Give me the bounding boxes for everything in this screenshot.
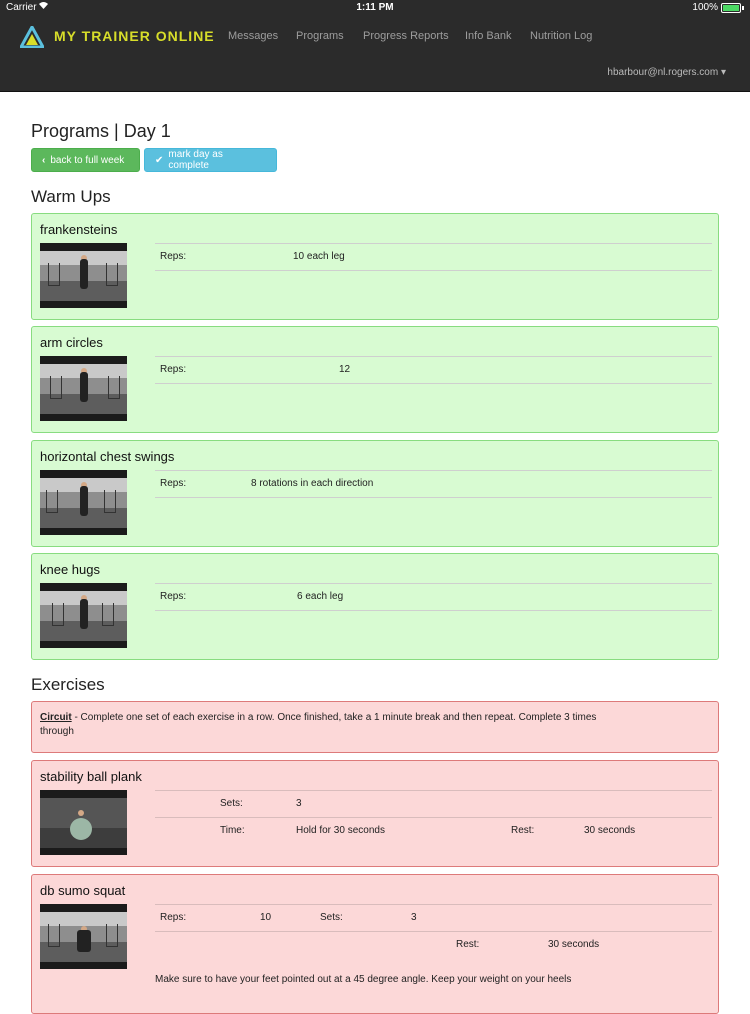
exercise-card (31, 874, 719, 1014)
divider (155, 904, 712, 905)
reps-label: Reps: (160, 912, 187, 923)
rest-label: Rest: (511, 825, 535, 836)
back-to-full-week-button[interactable] (31, 148, 140, 172)
reps-value: 10 (260, 912, 272, 923)
divider (155, 356, 712, 357)
back-button-label: back to full week (50, 154, 125, 166)
nav-programs[interactable]: Programs (296, 30, 344, 42)
sets-value: 3 (296, 798, 302, 809)
complete-button-label: mark day as complete (168, 149, 223, 171)
reps-value: 6 each leg (297, 591, 344, 602)
nav-nutrition-log[interactable]: Nutrition Log (530, 30, 593, 42)
warmup-card (31, 213, 719, 320)
rest-label: Rest: (456, 939, 480, 950)
sets-label: Sets: (220, 798, 243, 809)
reps-label: Reps: (160, 478, 187, 489)
reps-value: 12 (339, 364, 351, 375)
divider (155, 931, 712, 932)
logo-icon[interactable] (20, 26, 44, 48)
exercise-name: arm circles (40, 335, 103, 350)
battery-icon (721, 3, 741, 13)
rest-value: 30 seconds (548, 939, 600, 950)
warmup-card (31, 326, 719, 433)
warmup-card (31, 553, 719, 660)
reps-label: Reps: (160, 251, 187, 262)
circuit-label: Circuit (40, 712, 72, 723)
battery-percent: 100% (692, 2, 718, 13)
mark-day-complete-button[interactable] (144, 148, 277, 172)
reps-value: 10 each leg (293, 251, 345, 262)
status-time: 1:11 PM (356, 2, 394, 13)
exercise-name: knee hugs (40, 562, 100, 577)
divider (155, 610, 712, 611)
chevron-left-icon: ‹ (42, 154, 46, 166)
circuit-description (40, 711, 600, 739)
divider (155, 470, 712, 471)
exercise-video-thumbnail[interactable] (40, 356, 127, 421)
rest-value: 30 seconds (584, 825, 636, 836)
circuit-card (31, 701, 719, 753)
exercise-video-thumbnail[interactable] (40, 243, 127, 308)
reps-value: 8 rotations in each direction (251, 478, 374, 489)
divider (155, 817, 712, 818)
reps-label: Reps: (160, 591, 187, 602)
sets-value: 3 (411, 912, 417, 923)
exercise-name: db sumo squat (40, 883, 126, 898)
caret-down-icon: ▾ (720, 67, 726, 78)
sets-label: Sets: (320, 912, 343, 923)
user-menu[interactable] (607, 67, 726, 78)
battery-indicator (692, 2, 744, 13)
exercise-name: frankensteins (40, 222, 118, 237)
exercise-name: stability ball plank (40, 769, 142, 784)
page-title: Programs | Day 1 (31, 121, 171, 141)
status-bar (0, 0, 750, 16)
divider (155, 270, 712, 271)
exercise-video-thumbnail[interactable] (40, 904, 127, 969)
exercise-video-thumbnail[interactable] (40, 583, 127, 648)
divider (155, 243, 712, 244)
user-email: hbarbour@nl.rogers.com (607, 67, 719, 78)
exercise-video-thumbnail[interactable] (40, 470, 127, 535)
warmups-heading: Warm Ups (31, 187, 111, 206)
top-navbar (0, 16, 750, 92)
battery-nub (742, 6, 744, 10)
divider (155, 583, 712, 584)
nav-messages[interactable]: Messages (228, 30, 279, 42)
exercises-heading: Exercises (31, 675, 105, 694)
time-value: Hold for 30 seconds (296, 825, 385, 836)
circuit-text: - Complete one set of each exercise in a row. Once finished, take a 1 minute break and then repeat. Complete 3 times through (40, 712, 597, 737)
exercise-video-thumbnail[interactable] (40, 790, 127, 855)
exercise-name: horizontal chest swings (40, 449, 175, 464)
time-label: Time: (220, 825, 245, 836)
brand-name[interactable]: MY TRAINER ONLINE (54, 28, 215, 44)
nav-info-bank[interactable]: Info Bank (465, 30, 512, 42)
divider (155, 383, 712, 384)
divider (155, 497, 712, 498)
exercise-card (31, 760, 719, 867)
carrier-label: Carrier (6, 2, 37, 13)
checkmark-icon: ✔ (155, 154, 164, 166)
reps-label: Reps: (160, 364, 187, 375)
nav-progress-reports[interactable]: Progress Reports (363, 30, 449, 42)
divider (155, 790, 712, 791)
warmup-card (31, 440, 719, 547)
exercise-note: Make sure to have your feet pointed out at a 45 degree angle. Keep your weight on your heels (155, 974, 572, 985)
